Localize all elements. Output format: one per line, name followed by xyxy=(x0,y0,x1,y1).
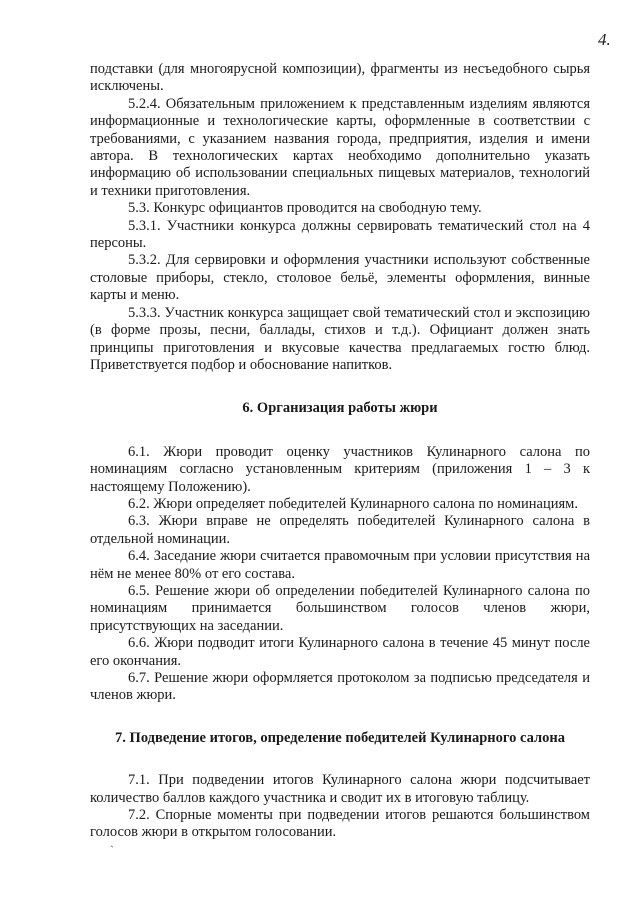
paragraph-5-3-2: 5.3.2. Для сервировки и оформления участники используют собственные столовые приборы, стекло, столовое бельё, элементы оформления, винные карты и меню. xyxy=(90,252,590,304)
paragraph-5-3-3: 5.3.3. Участник конкурса защищает свой тематический стол и экспозицию (в форме прозы, песни, баллады, стихов и т.д.). Официант должен знать принципы приготовления и вкусовые качества предлагаемых гостю блюд. Приветствуется подбор и обоснование напитков. xyxy=(90,304,590,373)
paragraph-6-1: 6.1. Жюри проводит оценку участников Кулинарного салона по номинациям согласно установленным критериям (приложения 1 – 3 к настоящему Положению). xyxy=(90,443,590,495)
paragraph-5-3: 5.3. Конкурс официантов проводится на свободную тему. xyxy=(128,200,482,217)
paragraph-7-2: 7.2. Спорные моменты при подведении итогов решаются большинством голосов жюри в открытом голосовании. xyxy=(90,807,590,841)
paragraph-6-4: 6.4. Заседание жюри считается правомочным при условии присутствия на нём не менее 80% от его состава. xyxy=(90,548,590,582)
paragraph-6-2: 6.2. Жюри определяет победителей Кулинарного салона по номинациям. xyxy=(128,495,578,512)
section-6-heading: 6. Организация работы жюри xyxy=(242,400,438,417)
paragraph-5-3-1: 5.3.1. Участники конкурса должны сервировать тематический стол на 4 персоны. xyxy=(90,217,590,252)
paragraph-6-3: 6.3. Жюри вправе не определять победителей Кулинарного салона в отдельной номинации. xyxy=(90,513,590,547)
paragraph-5-2-3-end: подставки (для многоярусной композиции), фрагменты из несъедобного сырья исключены. xyxy=(90,61,590,95)
paragraph-6-7: 6.7. Решение жюри оформляется протоколом за подписью председателя и членов жюри. xyxy=(90,670,590,704)
paragraph-6-6: 6.6. Жюри подводит итоги Кулинарного салона в течение 45 минут после его окончания. xyxy=(90,635,590,669)
paragraph-5-2-4: 5.2.4. Обязательным приложением к представленным изделиям являются информационные и технологические карты, оформленные в соответствии с требованиями, с указанием названия города, предприятия, изделия и имени автора. В технологических картах необходимо дополнительно указать информацию об использовании специальных пищевых материалов, технологий и техники приготовления. xyxy=(90,95,590,199)
section-7-heading: 7. Подведение итогов, определение победителей Кулинарного салона xyxy=(115,729,565,746)
paragraph-7-1: 7.1. При подведении итогов Кулинарного салона жюри подсчитывает количество баллов каждого участника и сводит их в итоговую таблицу. xyxy=(90,772,590,806)
document-body xyxy=(90,61,590,842)
paragraph-6-5: 6.5. Решение жюри об определении победителей Кулинарного салона по номинациям принимается большинством голосов членов жюри, присутствующих на заседании. xyxy=(90,582,590,634)
stray-mark: ` xyxy=(110,843,114,857)
page-number: 4. xyxy=(598,30,611,49)
